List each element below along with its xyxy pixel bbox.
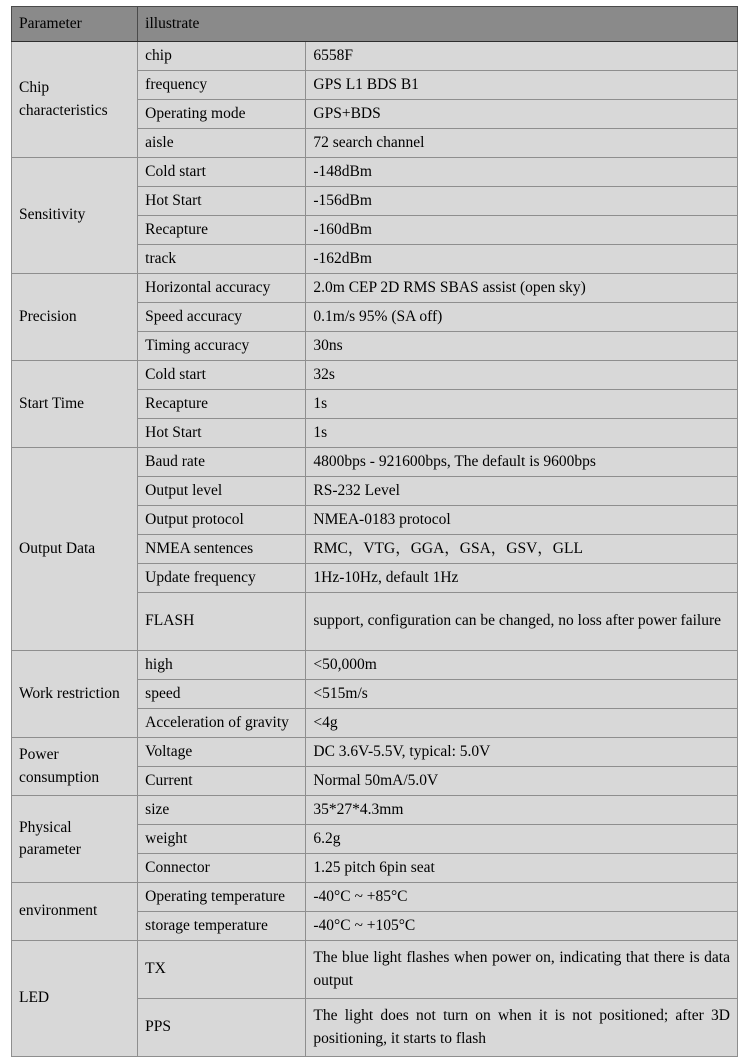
row-value-cell: 32s — [306, 361, 738, 390]
row-value-cell: 2.0m CEP 2D RMS SBAS assist (open sky) — [306, 274, 738, 303]
row-value-cell: 30ns — [306, 332, 738, 361]
row-value-cell: GPS+BDS — [306, 100, 738, 129]
table-row — [12, 651, 738, 680]
row-value-cell: 1s — [306, 390, 738, 419]
row-value-cell: 4800bps - 921600bps, The default is 9600bps — [306, 448, 738, 477]
table-row — [12, 361, 738, 390]
row-value-cell: 35*27*4.3mm — [306, 796, 738, 825]
row-label-cell: Speed accuracy — [138, 303, 306, 332]
table-body — [12, 7, 738, 1057]
group-label-cell: Start Time — [12, 361, 138, 448]
group-label-cell: Output Data — [12, 448, 138, 651]
row-value-cell: RS-232 Level — [306, 477, 738, 506]
row-label-cell: PPS — [138, 999, 306, 1057]
row-value-cell: GPS L1 BDS B1 — [306, 71, 738, 100]
row-label-cell: chip — [138, 42, 306, 71]
table-row — [12, 941, 738, 999]
table-row — [12, 448, 738, 477]
row-label-cell: Recapture — [138, 216, 306, 245]
row-label-cell: Operating temperature — [138, 883, 306, 912]
row-value-cell: support, configuration can be changed, no loss after power failure — [306, 593, 738, 651]
row-value-cell: -156dBm — [306, 187, 738, 216]
group-label-cell: Chip characteristics — [12, 42, 138, 158]
row-value-cell: <4g — [306, 709, 738, 738]
table-row — [12, 158, 738, 187]
row-label-cell: Acceleration of gravity — [138, 709, 306, 738]
row-label-cell: frequency — [138, 71, 306, 100]
row-label-cell: Cold start — [138, 361, 306, 390]
row-label-cell: Hot Start — [138, 419, 306, 448]
group-label-cell: Work restriction — [12, 651, 138, 738]
row-value-cell: 1Hz-10Hz, default 1Hz — [306, 564, 738, 593]
row-label-cell: weight — [138, 825, 306, 854]
specification-table-container — [11, 6, 738, 1057]
row-value-cell: -162dBm — [306, 245, 738, 274]
row-value-cell: 6558F — [306, 42, 738, 71]
row-label-cell: FLASH — [138, 593, 306, 651]
row-label-cell: Timing accuracy — [138, 332, 306, 361]
group-label-cell: LED — [12, 941, 138, 1057]
row-label-cell: TX — [138, 941, 306, 999]
row-value-cell: DC 3.6V-5.5V, typical: 5.0V — [306, 738, 738, 767]
row-value-cell: 1s — [306, 419, 738, 448]
row-label-cell: Output level — [138, 477, 306, 506]
row-value-cell: The light does not turn on when it is not positioned; after 3D positioning, it starts to flash — [306, 999, 738, 1057]
group-label-cell: Physical parameter — [12, 796, 138, 883]
table-row — [12, 796, 738, 825]
row-value-cell: -160dBm — [306, 216, 738, 245]
row-value-cell: 72 search channel — [306, 129, 738, 158]
row-value-cell: 1.25 pitch 6pin seat — [306, 854, 738, 883]
row-label-cell: Recapture — [138, 390, 306, 419]
row-value-cell: <515m/s — [306, 680, 738, 709]
row-label-cell: Operating mode — [138, 100, 306, 129]
group-label-cell: Sensitivity — [12, 158, 138, 274]
specification-table — [11, 6, 738, 1057]
group-label-cell: Precision — [12, 274, 138, 361]
row-value-cell: -40°C ~ +105°C — [306, 912, 738, 941]
table-row — [12, 274, 738, 303]
header-cell-parameter: Parameter — [12, 7, 138, 42]
table-header-row — [12, 7, 738, 42]
group-label-cell: environment — [12, 883, 138, 941]
row-label-cell: Hot Start — [138, 187, 306, 216]
row-label-cell: Update frequency — [138, 564, 306, 593]
row-label-cell: Horizontal accuracy — [138, 274, 306, 303]
row-value-cell: -40°C ~ +85°C — [306, 883, 738, 912]
row-label-cell: size — [138, 796, 306, 825]
row-value-cell: The blue light flashes when power on, indicating that there is data output — [306, 941, 738, 999]
row-value-cell: RMC，VTG，GGA，GSA，GSV，GLL — [306, 535, 738, 564]
row-value-cell: -148dBm — [306, 158, 738, 187]
row-label-cell: Voltage — [138, 738, 306, 767]
row-label-cell: aisle — [138, 129, 306, 158]
row-value-cell: NMEA-0183 protocol — [306, 506, 738, 535]
header-cell-illustrate: illustrate — [138, 7, 738, 42]
row-value-cell: 0.1m/s 95% (SA off) — [306, 303, 738, 332]
row-label-cell: Connector — [138, 854, 306, 883]
row-label-cell: high — [138, 651, 306, 680]
table-row — [12, 738, 738, 767]
row-label-cell: Baud rate — [138, 448, 306, 477]
row-label-cell: track — [138, 245, 306, 274]
table-row — [12, 42, 738, 71]
table-row — [12, 883, 738, 912]
row-label-cell: Cold start — [138, 158, 306, 187]
row-label-cell: storage temperature — [138, 912, 306, 941]
row-label-cell: Output protocol — [138, 506, 306, 535]
row-value-cell: Normal 50mA/5.0V — [306, 767, 738, 796]
row-label-cell: Current — [138, 767, 306, 796]
row-label-cell: NMEA sentences — [138, 535, 306, 564]
row-label-cell: speed — [138, 680, 306, 709]
row-value-cell: 6.2g — [306, 825, 738, 854]
row-value-cell: <50,000m — [306, 651, 738, 680]
group-label-cell: Power consumption — [12, 738, 138, 796]
